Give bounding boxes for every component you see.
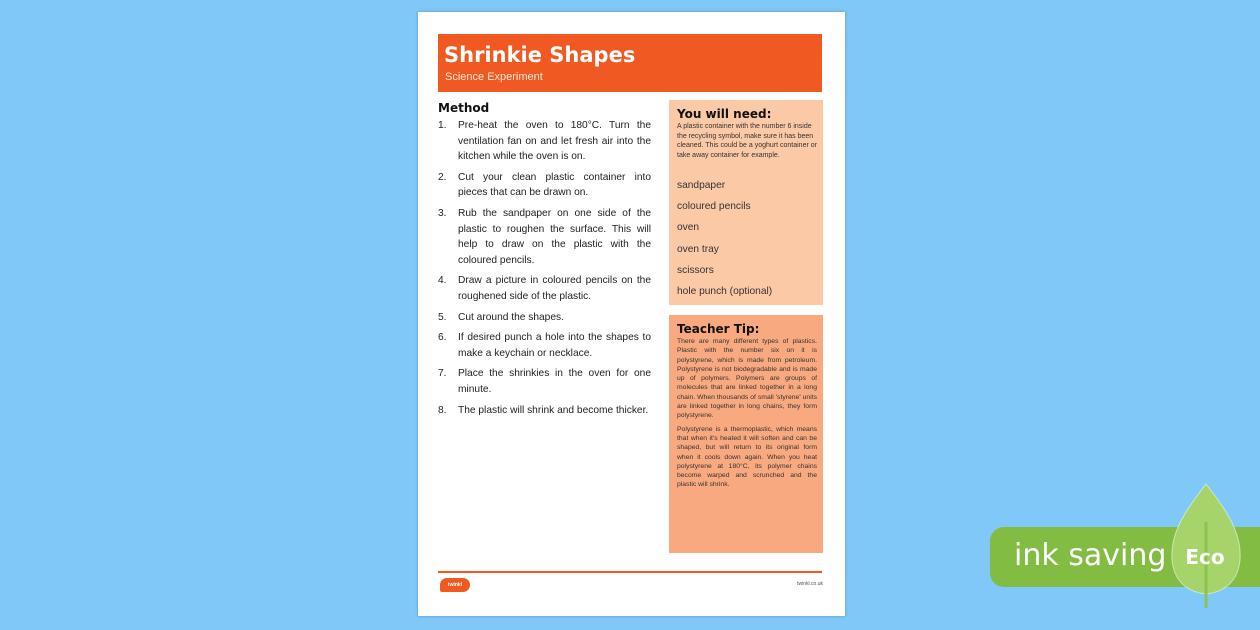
method-heading: Method bbox=[438, 101, 490, 115]
method-step bbox=[438, 118, 651, 165]
footer-url: twinkl.co.uk bbox=[797, 581, 823, 587]
tip-heading: Teacher Tip: bbox=[677, 322, 760, 336]
step-text: Draw a picture in coloured pencils on the roughened side of the plastic. bbox=[458, 275, 651, 302]
method-section bbox=[438, 101, 651, 423]
step-text: Cut your clean plastic container into pieces that can be drawn on. bbox=[458, 171, 651, 199]
eco-label: Eco bbox=[1185, 545, 1225, 569]
step-text: Pre-heat the oven to 180°C. Turn the ventilation fan on and let fresh air into the kitchen while the oven is on. bbox=[458, 120, 651, 163]
page-subtitle: Science Experiment bbox=[445, 71, 543, 83]
need-item: scissors bbox=[677, 264, 714, 276]
you-will-need-box bbox=[669, 100, 823, 305]
method-steps bbox=[438, 118, 651, 418]
need-item: hole punch (optional) bbox=[677, 285, 773, 297]
need-item: oven bbox=[677, 222, 700, 234]
need-intro: A plastic container with the number 6 inside the recycling symbol, make sure it has been cleaned. This could be a yoghurt container or take away container for example. bbox=[677, 123, 817, 159]
need-list bbox=[677, 179, 772, 306]
twinkl-logo: twinkl bbox=[440, 578, 470, 592]
method-step bbox=[438, 310, 651, 326]
ink-saving-label: ink saving bbox=[1014, 538, 1167, 573]
need-item: sandpaper bbox=[677, 180, 726, 191]
step-number: 7. bbox=[438, 368, 447, 380]
step-number: 6. bbox=[438, 332, 447, 344]
method-step bbox=[438, 366, 651, 397]
need-heading: You will need: bbox=[677, 107, 772, 121]
worksheet-page bbox=[418, 12, 845, 616]
step-number: 5. bbox=[438, 311, 447, 323]
method-step bbox=[438, 330, 651, 361]
method-step bbox=[438, 273, 651, 304]
step-number: 4. bbox=[438, 275, 447, 287]
tip-paragraph: There are many different types of plastics. Plastic with the number six on it is polystyrene, which is made from petroleum. Polystyrene is not biodegradable and is made up of polymers. Polymers are groups of molecules that are linked together in a long chain. When thousands of small 'styrene' units are linked together in long chains, they form polystyrene. bbox=[677, 338, 817, 420]
page-title: Shrinkie Shapes bbox=[444, 43, 636, 67]
method-step bbox=[438, 403, 651, 419]
step-number: 3. bbox=[438, 207, 447, 219]
step-text: If desired punch a hole into the shapes to make a keychain or necklace. bbox=[458, 332, 651, 359]
tip-paragraph: Polystyrene is a thermoplastic, which means that when it's heated it will soften and can be shaped, but will return to its original form when it cools down again. When you heat polystyrene at 180°C, its polymer chains become warped and scrunched and the plastic will shrink. bbox=[677, 425, 817, 489]
step-number: 8. bbox=[438, 404, 447, 416]
footer-divider bbox=[438, 571, 822, 573]
tip-body bbox=[677, 337, 817, 494]
method-step bbox=[438, 170, 651, 201]
need-item: oven tray bbox=[677, 243, 719, 255]
step-text: Rub the sandpaper on one side of the plastic to roughen the surface. This will help to draw on the plastic with the coloured pencils. bbox=[458, 207, 651, 266]
step-text: Cut around the shapes. bbox=[458, 311, 564, 323]
step-text: The plastic will shrink and become thicker. bbox=[458, 404, 649, 416]
teacher-tip-box bbox=[669, 315, 823, 553]
need-item: coloured pencils bbox=[677, 201, 751, 213]
method-step bbox=[438, 206, 651, 268]
step-text: Place the shrinkies in the oven for one minute. bbox=[458, 368, 651, 395]
step-number: 1. bbox=[438, 120, 447, 131]
title-banner bbox=[438, 34, 822, 92]
step-number: 2. bbox=[438, 171, 447, 183]
